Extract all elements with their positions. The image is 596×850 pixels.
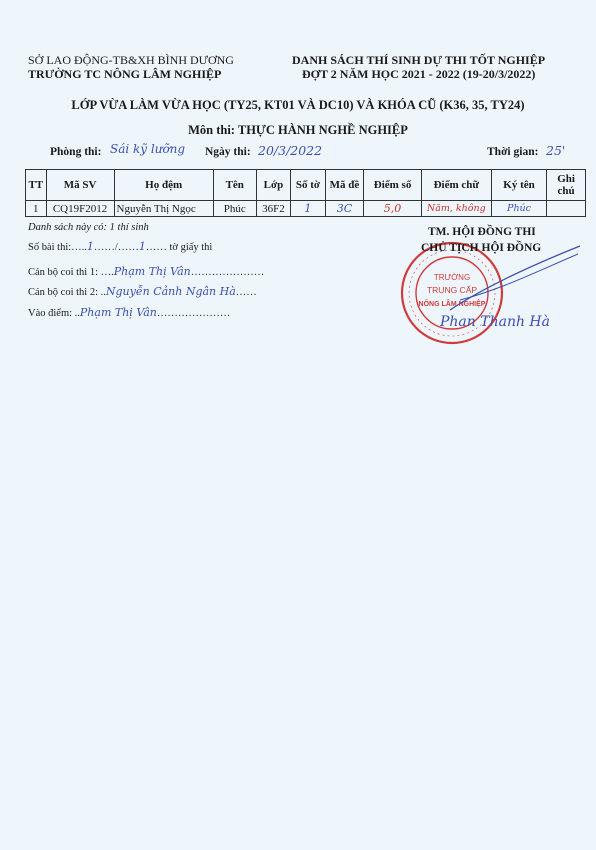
agency-name: SỞ LAO ĐỘNG-TB&XH BÌNH DƯƠNG [28,53,234,67]
seal-text-mid: TRUNG CẤP [426,285,478,295]
scorer-signature: Phạm Thị Vân [79,306,157,319]
col-student-id: Mã SV [46,170,114,201]
cell-note [547,201,586,217]
cell-first-name: Phúc [213,201,256,217]
subject-line: Môn thi: THỰC HÀNH NGHỀ NGHIỆP [188,123,408,137]
document-subtitle: ĐỢT 2 NĂM HỌC 2021 - 2022 (19-20/3/2022) [302,67,536,81]
col-last-name: Họ đệm [114,170,213,201]
cell-tt: 1 [26,201,47,217]
cell-score-number: 5,0 [364,201,421,217]
document-title: DANH SÁCH THÍ SINH DỰ THI TỐT NGHIỆP [292,53,546,67]
scorer-line: Vào điểm: ..Phạm Thị Vân………………… [28,306,231,319]
cell-last-name: Nguyễn Thị Ngọc [114,201,213,217]
cell-signature: Phúc [491,201,546,217]
table-header-row [26,170,586,201]
proctor2-signature: Nguyễn Cảnh Ngân Hà [105,285,236,298]
proctor2-line: Cán bộ coi thi 2: ..Nguyễn Cảnh Ngân Hà…… [28,285,257,298]
proctor1-signature: Phạm Thị Vân [113,265,191,278]
col-score-text: Điểm chữ [421,170,491,201]
col-sheets: Số tờ [291,170,325,201]
class-line: LỚP VỪA LÀM VỪA HỌC (TY25, KT01 VÀ DC10) VÀ KHÓA CŨ (K36, 35, TY24) [71,98,525,112]
room-value: Sái kỹ lưỡng [110,142,186,156]
exam-count-label: Số bài thi: [28,242,72,253]
cell-class: 36F2 [256,201,290,217]
exam-sheet-value: 1 [138,240,146,253]
candidate-table [25,169,586,217]
col-class: Lớp [256,170,290,201]
col-exam-code: Mã đề [325,170,364,201]
scorer-label: Vào điểm: [28,308,73,319]
cell-exam-code: 3C [325,201,364,217]
col-signature: Ký tên [491,170,546,201]
cell-sheets: 1 [291,201,325,217]
time-value: 25' [546,143,566,158]
candidate-count-note: Danh sách này có: 1 thí sinh [28,222,149,233]
cell-student-id: CQ19F2012 [46,201,114,217]
exam-count-line: Số bài thi:…..1……/……1…… tờ giấy thi [28,240,213,253]
exam-count-suffix: tờ giấy thi [169,242,213,253]
date-value: 20/3/2022 [258,143,323,158]
seal-text-top: TRƯỜNG [433,273,471,282]
cell-score-text: Năm, không [421,201,491,217]
table-row [26,201,586,217]
col-score-number: Điểm số [364,170,421,201]
proctor2-label: Cán bộ coi thi 2: [28,287,98,298]
time-label: Thời gian: [487,146,539,158]
board-title: TM. HỘI ĐỒNG THI [428,226,536,238]
exam-count-value: 1 [86,240,94,253]
seal-text-bot: NÔNG LÂM NGHIỆP [418,301,486,308]
proctor1-line: Cán bộ coi thi 1: ….Phạm Thị Vân………………… [28,265,265,278]
col-first-name: Tên [213,170,256,201]
col-note: Ghi chú [547,170,586,201]
proctor1-label: Cán bộ coi thi 1: [28,267,98,278]
chair-signature: Phan Thanh Hà [440,314,550,330]
board-chair-title: CHỦ TỊCH HỘI ĐỒNG [421,242,542,254]
date-label: Ngày thi: [205,146,251,158]
col-tt: TT [26,170,47,201]
room-label: Phòng thi: [50,146,102,158]
school-name: TRƯỜNG TC NÔNG LÂM NGHIỆP [28,67,222,81]
